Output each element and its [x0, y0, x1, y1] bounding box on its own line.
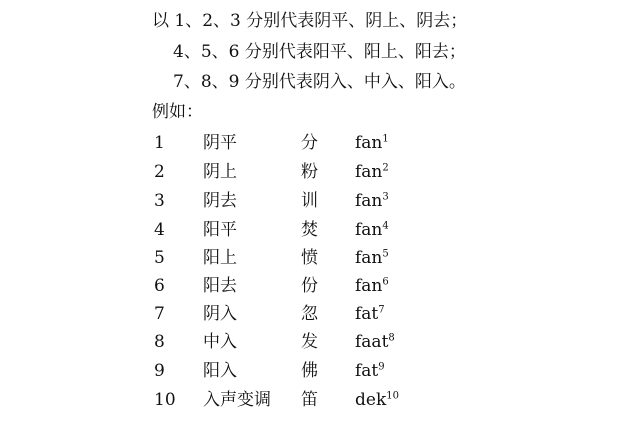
tone-superscript: 1 — [382, 133, 389, 145]
example-character: 分 — [301, 133, 318, 153]
tone-name: 阳入 — [203, 361, 237, 381]
romanization-text: fan — [355, 133, 383, 153]
table-row — [0, 189, 640, 213]
row-number: 3 — [154, 191, 165, 211]
row-number: 7 — [154, 304, 165, 324]
romanization-text: faat — [355, 332, 389, 352]
tone-superscript: 8 — [388, 332, 395, 344]
row-number: 6 — [154, 276, 165, 296]
row-number: 4 — [154, 220, 165, 240]
tone-name: 阳去 — [203, 276, 237, 296]
table-row — [0, 218, 640, 242]
romanization-text: dek — [355, 390, 387, 410]
example-character: 笛 — [301, 390, 318, 410]
romanization-text: fat — [355, 304, 379, 324]
tone-superscript: 10 — [386, 390, 399, 402]
romanization — [355, 359, 385, 383]
tone-name: 阳平 — [203, 220, 237, 240]
example-character: 愤 — [301, 248, 318, 268]
romanization-text: fan — [355, 162, 383, 182]
row-number: 8 — [154, 332, 165, 352]
romanization — [355, 160, 389, 184]
intro-line-2: 4、5、6 分别代表阳平、阳上、阳去； — [173, 42, 466, 62]
romanization — [355, 131, 389, 155]
romanization — [355, 218, 389, 242]
romanization — [355, 388, 399, 412]
romanization — [355, 330, 395, 354]
tone-name: 中入 — [203, 332, 237, 352]
table-row — [0, 302, 640, 326]
table-row — [0, 131, 640, 155]
table-row — [0, 388, 640, 412]
romanization-text: fan — [355, 191, 383, 211]
tone-name: 阴上 — [203, 162, 237, 182]
tone-superscript: 5 — [382, 248, 389, 260]
intro-line-1: 以 1、2、3 分别代表阴平、阴上、阴去； — [152, 11, 468, 31]
tone-superscript: 9 — [378, 361, 385, 373]
tone-name: 阳上 — [203, 248, 237, 268]
tone-name: 阴去 — [203, 191, 237, 211]
example-character: 份 — [301, 276, 318, 296]
romanization — [355, 246, 389, 270]
romanization-text: fan — [355, 220, 383, 240]
table-row — [0, 330, 640, 354]
example-character: 粉 — [301, 162, 318, 182]
romanization-text: fan — [355, 276, 383, 296]
tone-superscript: 4 — [382, 220, 389, 232]
tone-superscript: 2 — [382, 162, 389, 174]
tone-superscript: 3 — [382, 191, 389, 203]
example-label: 例如： — [152, 102, 203, 122]
table-row — [0, 359, 640, 383]
table-row — [0, 246, 640, 270]
romanization — [355, 189, 389, 213]
tone-superscript: 7 — [378, 304, 385, 316]
table-row — [0, 160, 640, 184]
romanization — [355, 302, 385, 326]
romanization — [355, 274, 389, 298]
row-number: 1 — [154, 133, 165, 153]
row-number: 10 — [154, 390, 176, 410]
row-number: 9 — [154, 361, 165, 381]
example-character: 发 — [301, 332, 318, 352]
romanization-text: fat — [355, 361, 379, 381]
intro-line-3: 7、8、9 分别代表阴入、中入、阳入。 — [173, 72, 466, 92]
romanization-text: fan — [355, 248, 383, 268]
example-character: 训 — [301, 191, 318, 211]
row-number: 5 — [154, 248, 165, 268]
tone-superscript: 6 — [382, 276, 389, 288]
tone-name: 阴平 — [203, 133, 237, 153]
tone-name: 入声变调 — [203, 390, 271, 410]
table-row — [0, 274, 640, 298]
row-number: 2 — [154, 162, 165, 182]
example-character: 焚 — [301, 220, 318, 240]
tone-name: 阴入 — [203, 304, 237, 324]
example-character: 佛 — [301, 361, 318, 381]
example-character: 忽 — [301, 304, 318, 324]
